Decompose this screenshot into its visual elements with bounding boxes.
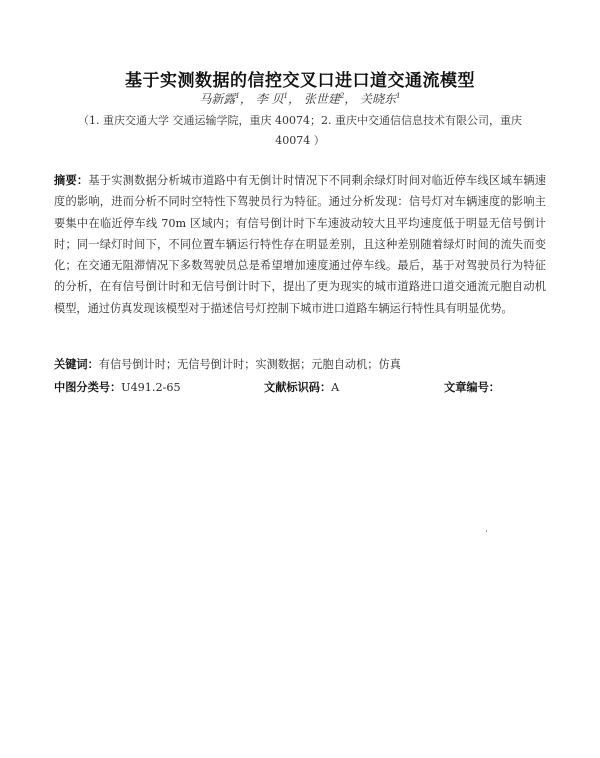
document-code-value: A (331, 381, 340, 394)
classification-label: 中图分类号： (54, 381, 122, 394)
document-code-label: 文献标识码： (264, 381, 332, 394)
keywords-text: 有信号倒计时；无信号倒计时；实测数据；元胞自动机；仿真 (98, 358, 401, 371)
author-list (0, 90, 600, 107)
author-name: 张世建 (303, 92, 340, 106)
author-affiliation-mark: 2 (339, 92, 345, 100)
author-affiliation-mark: 1 (235, 92, 240, 100)
classification-value: U491.2-65 (121, 381, 181, 394)
author-affiliation-mark: 1 (283, 92, 288, 100)
author-separator: ， (287, 92, 300, 106)
scan-speck (486, 530, 487, 532)
keywords-label: 关键词： (54, 358, 99, 371)
author-separator: ， (239, 92, 252, 106)
abstract-text: 基于实测数据分析城市道路中有无倒计时情况下不同剩余绿灯时间对临近停车线区域车辆速度的影响，进而分析不同时空特性下驾驶员行为特征。通过分析发现：信号灯对车辆速度的影响主要集中在临近停车线 70m 区域内；有信号倒计时下车速波动较大且平均速度低于明显无信号倒计时；同一绿灯时间下，不同位置车辆运行特性存在明显差别，且这种差别随着绿灯时间的流失而变化；在交通无阻滞情况下多数驾驶员总是希望增加速度通过停车线。最后，基于对驾驶员行为特征的分析，在有信号倒计时和无信号倒计时下，提出了更为现实的城市道路进口道交通流元胞自动机模型，通过仿真发现该模型对于描述信号灯控制下城市进口道路车辆运行特性具有明显优势。 (54, 174, 546, 315)
article-number-label: 文章编号： (444, 381, 500, 394)
article-metadata (54, 379, 554, 397)
document-code (264, 379, 339, 395)
affiliations: （1. 重庆交通大学 交通运输学院，重庆 40074；2. 重庆中交通信信息技术有限公司，重庆 40074 ） (78, 114, 522, 147)
paper-title: 基于实测数据的信控交叉口进口道交通流模型 (125, 71, 475, 91)
author-name: 李 贝 (255, 92, 284, 106)
author-affiliation-mark: 1 (396, 92, 401, 100)
author-separator: ， (344, 92, 357, 106)
author-name: 马新露 (199, 92, 236, 106)
classification-number (54, 379, 181, 395)
author-name: 关晓东 (360, 92, 397, 106)
keywords (54, 356, 546, 372)
abstract-label: 摘要： (54, 174, 89, 187)
abstract (54, 170, 546, 319)
article-number (444, 379, 500, 395)
